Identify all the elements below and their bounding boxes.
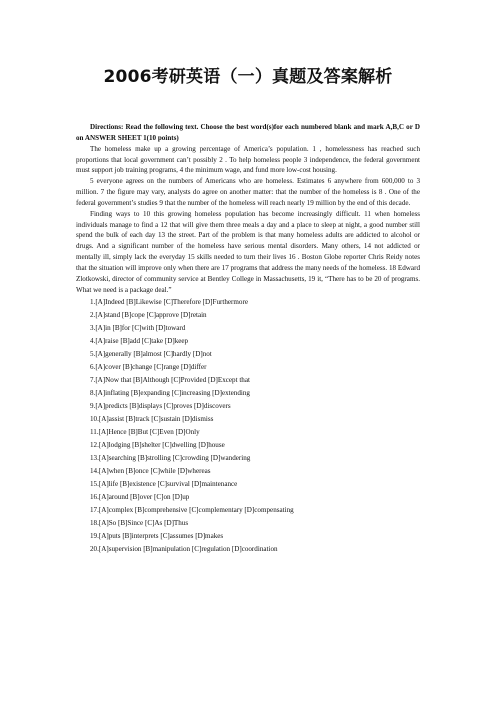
passage-paragraph-1: The homeless make up a growing percentage of America’s population. 1 , homelessness has reached such proportions that local government can’t possibly 2 . To help homeless people 3 independence, the federal government must support job training programs, 4 the minimum wage, and fund more low-cost housing. [76,144,420,175]
answer-option-10: 10.[A]assist [B]track [C]sustain [D]dismiss [90,414,214,423]
document-body [76,122,420,556]
answer-option-1: 1.[A]Indeed [B]Likewise [C]Therefore [D]Furthermore [90,297,248,306]
directions-text: Directions: Read the following text. Choose the best word(s)for each numbered blank and mark A,B,C or D on ANSWER SHEET 1(10 points) [76,123,420,142]
answer-option-17: 17.[A]complex [B]comprehensive [C]complementary [D]compensating [90,506,294,515]
answer-option-4: 4.[A]raise [B]add [C]take [D]keep [90,336,189,345]
answer-option-13: 13.[A]searching [B]strolling [C]crowding [D]wandering [90,454,251,463]
answer-option-20: 20.[A]supervision [B]manipulation [C]regulation [D]coordination [90,545,278,554]
answer-option-14: 14.[A]when [B]once [C]while [D]whereas [90,467,211,476]
page-title: 2006考研英语（一）真题及答案解析 [103,67,393,87]
answer-option-8: 8.[A]inflating [B]expanding [C]increasing [D]extending [90,388,250,397]
passage-paragraph-2: 5 everyone agrees on the numbers of Americans who are homeless. Estimates 6 anywhere from 600,000 to 3 million. 7 the figure may vary, analysts do agree on another matter: that the number of the homeless is 8 . One of the federal government’s studies 9 that the number of the homeless will reach nearly 19 million by the end of this decade. [76,177,420,207]
answer-option-5: 5.[A]generally [B]almost [C]hardly [D]not [90,349,212,358]
answer-option-7: 7.[A]Now that [B]Although [C]Provided [D]Except that [90,375,250,384]
answer-option-11: 11.[A]Hence [B]But [C]Even [D]Only [90,427,200,436]
answer-option-18: 18.[A]So [B]Since [C]As [D]Thus [90,519,189,528]
answer-option-3: 3.[A]in [B]for [C]with [D]toward [90,323,186,332]
answer-option-19: 19.[A]puts [B]interprets [C]assumes [D]makes [90,532,224,541]
answer-options-list [76,296,420,557]
passage-paragraph-3: Finding ways to 10 this growing homeless population has become increasingly difficult. 11 when homeless individuals manage to find a 12 that will give them three meals a day and a place to sleep at night, a good number still spend the bulk of each day 13 the street. Part of the problem is that many homeless adults are addicted to alcohol or drugs. And a significant number of the homeless have serious mental disorders. Many others, 14 not addicted or mentally ill, simply lack the everyday 15 skills needed to turn their lives 16 . Boston Globe reporter Chris Reidy notes that the situation will improve only when there are 17 programs that address the many needs of the homeless. 18 Edward Zlotkowski, director of community service at Bentley College in Massachusetts, 19 it, “There has to be 20 of programs. What we need is a package deal.” [76,209,420,294]
answer-option-15: 15.[A]life [B]existence [C]survival [D]maintenance [90,480,238,489]
answer-option-9: 9.[A]predicts [B]displays [C]proves [D]discovers [90,401,231,410]
answer-option-2: 2.[A]stand [B]cope [C]approve [D]retain [90,310,207,319]
answer-option-16: 16.[A]around [B]over [C]on [D]up [90,493,190,502]
answer-option-12: 12.[A]lodging [B]shelter [C]dwelling [D]house [90,441,225,450]
answer-option-6: 6.[A]cover [B]change [C]range [D]differ [90,362,207,371]
